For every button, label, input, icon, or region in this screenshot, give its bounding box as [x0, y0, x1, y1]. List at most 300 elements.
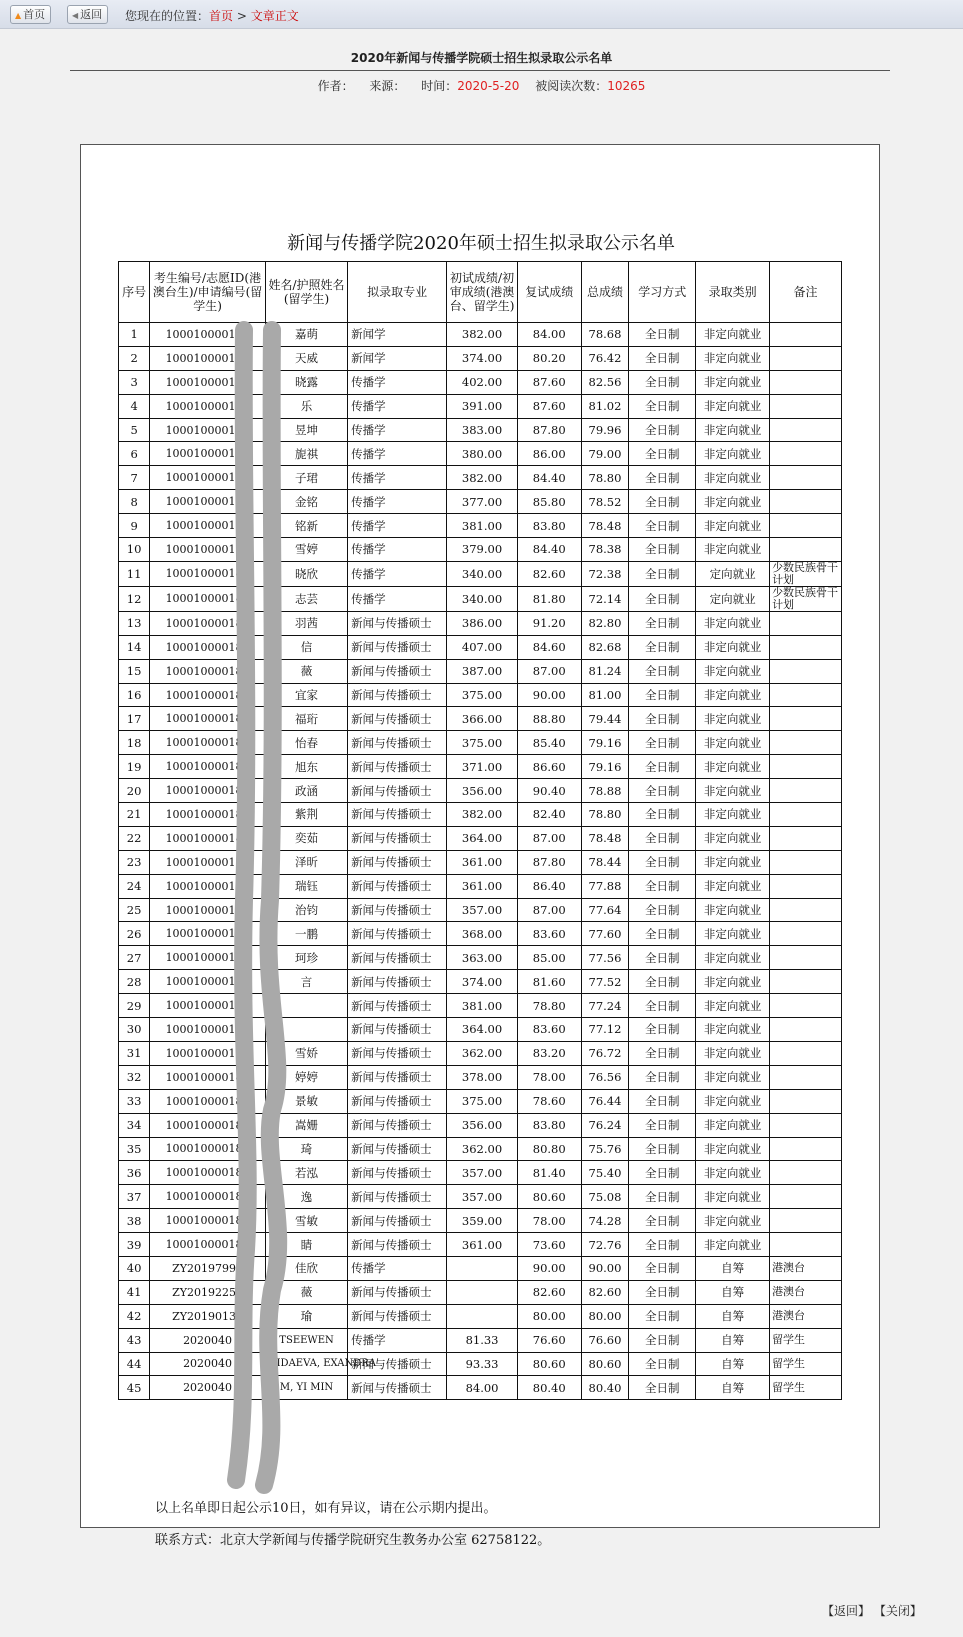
table-row — [119, 1137, 842, 1161]
table-cell: 87.60 — [517, 394, 581, 418]
table-cell: 382.00 — [447, 323, 518, 347]
table-cell: 391.00 — [447, 394, 518, 418]
table-cell: 80.80 — [517, 1137, 581, 1161]
table-cell: 27 — [119, 946, 150, 970]
table-cell: 14 — [119, 635, 150, 659]
table-row — [119, 561, 842, 586]
table-cell: 新闻与传播硕士 — [348, 1041, 447, 1065]
table-cell: 78.00 — [517, 1065, 581, 1089]
table-cell: 4 — [119, 394, 150, 418]
table-cell — [770, 994, 842, 1018]
table-row — [119, 1376, 842, 1400]
table-cell: 75.40 — [581, 1161, 629, 1185]
table-cell — [770, 442, 842, 466]
table-cell: 琦 — [265, 1137, 347, 1161]
table-cell: 全日制 — [629, 707, 696, 731]
table-cell: 77.12 — [581, 1018, 629, 1042]
table-cell: 75.08 — [581, 1185, 629, 1209]
table-row — [119, 803, 842, 827]
column-header: 姓名/护照姓名(留学生) — [265, 262, 347, 323]
table-cell: 74.28 — [581, 1209, 629, 1233]
breadcrumb — [125, 7, 299, 24]
table-cell: 政涵 — [265, 779, 347, 803]
table-cell: 全日制 — [629, 898, 696, 922]
table-cell: 80.60 — [581, 1352, 629, 1376]
table-cell: 100010000180 — [150, 586, 266, 611]
table-cell: 全日制 — [629, 1041, 696, 1065]
table-cell: 100010000180 — [150, 466, 266, 490]
table-cell: 381.00 — [447, 994, 518, 1018]
table-cell: 全日制 — [629, 874, 696, 898]
table-cell: 全日制 — [629, 1209, 696, 1233]
column-header: 备注 — [770, 262, 842, 323]
table-cell: 81.80 — [517, 586, 581, 611]
table-cell: 非定向就业 — [696, 755, 770, 779]
table-cell: 100010000180 — [150, 442, 266, 466]
table-cell — [770, 490, 842, 514]
table-cell: 全日制 — [629, 1256, 696, 1280]
table-cell: 非定向就业 — [696, 394, 770, 418]
table-cell: 83.80 — [517, 514, 581, 538]
table-cell: 402.00 — [447, 370, 518, 394]
table-cell: 32 — [119, 1065, 150, 1089]
table-cell: 全日制 — [629, 1352, 696, 1376]
table-cell: 73.60 — [517, 1233, 581, 1257]
table-cell: 87.00 — [517, 659, 581, 683]
table-cell — [770, 659, 842, 683]
table-cell: 100010000180 — [150, 874, 266, 898]
table-cell: 24 — [119, 874, 150, 898]
table-cell: 全日制 — [629, 1376, 696, 1400]
table-cell: 天威 — [265, 346, 347, 370]
table-cell: 非定向就业 — [696, 1209, 770, 1233]
table-cell: 全日制 — [629, 418, 696, 442]
table-cell: 340.00 — [447, 586, 518, 611]
table-cell: 非定向就业 — [696, 466, 770, 490]
table-cell: 言 — [265, 970, 347, 994]
table-cell: 全日制 — [629, 1304, 696, 1328]
table-cell: 7 — [119, 466, 150, 490]
table-cell — [770, 611, 842, 635]
table-cell: 传播学 — [348, 538, 447, 562]
table-cell: 港澳台 — [770, 1304, 842, 1328]
table-cell: 100010000180 — [150, 779, 266, 803]
table-cell: 薇 — [265, 1280, 347, 1304]
table-cell: 逸 — [265, 1185, 347, 1209]
location-prefix: 您现在的位置： — [125, 9, 210, 23]
table-cell: 88.80 — [517, 707, 581, 731]
table-cell: 100010000180 — [150, 1089, 266, 1113]
table-row — [119, 755, 842, 779]
table-cell: 全日制 — [629, 611, 696, 635]
table-cell: 嵩姗 — [265, 1113, 347, 1137]
table-cell: 100010000181 — [150, 1041, 266, 1065]
table-cell: 40 — [119, 1256, 150, 1280]
table-cell: 72.76 — [581, 1233, 629, 1257]
table-row — [119, 659, 842, 683]
table-cell: 100010000180 — [150, 490, 266, 514]
table-cell — [770, 898, 842, 922]
table-cell: 传播学 — [348, 466, 447, 490]
table-cell: 怡春 — [265, 731, 347, 755]
table-cell: M, YI MIN — [265, 1376, 347, 1400]
table-row — [119, 683, 842, 707]
table-row — [119, 1113, 842, 1137]
table-cell: 旎祺 — [265, 442, 347, 466]
table-cell: 新闻与传播硕士 — [348, 779, 447, 803]
table-cell: 传播学 — [348, 394, 447, 418]
table-cell: 375.00 — [447, 731, 518, 755]
contact-text: 联系方式：北京大学新闻与传播学院研究生教务办公室 62758122。 — [155, 1533, 551, 1548]
table-cell: 睛 — [265, 1233, 347, 1257]
table-cell: 景敏 — [265, 1089, 347, 1113]
table-cell: 357.00 — [447, 1161, 518, 1185]
table-cell: ZY20192256 — [150, 1280, 266, 1304]
table-cell: 新闻与传播硕士 — [348, 1185, 447, 1209]
table-cell: 自筹 — [696, 1304, 770, 1328]
table-row — [119, 946, 842, 970]
table-row — [119, 418, 842, 442]
table-cell: 378.00 — [447, 1065, 518, 1089]
table-cell: 78.38 — [581, 538, 629, 562]
table-cell: 100010000180 — [150, 635, 266, 659]
table-cell: ZY20197993 — [150, 1256, 266, 1280]
table-cell: 84.40 — [517, 538, 581, 562]
table-cell: 一鹏 — [265, 922, 347, 946]
table-cell: 374.00 — [447, 346, 518, 370]
table-cell: 387.00 — [447, 659, 518, 683]
back-button[interactable] — [67, 5, 108, 24]
table-cell: 若泓 — [265, 1161, 347, 1185]
table-row — [119, 1352, 842, 1376]
breadcrumb-current: 文章正文 — [250, 9, 299, 23]
table-cell: 全日制 — [629, 514, 696, 538]
table-cell — [770, 370, 842, 394]
table-cell: 紫荆 — [265, 803, 347, 827]
table-cell: 乐 — [265, 394, 347, 418]
column-header: 拟录取专业 — [348, 262, 447, 323]
table-cell: 8 — [119, 490, 150, 514]
table-cell: 16 — [119, 683, 150, 707]
table-cell: 非定向就业 — [696, 1161, 770, 1185]
table-cell: 新闻与传播硕士 — [348, 946, 447, 970]
article-title: 2020年新闻与传播学院硕士招生拟录取公示名单 — [350, 51, 613, 65]
table-cell: 375.00 — [447, 1089, 518, 1113]
table-cell: 357.00 — [447, 898, 518, 922]
column-header: 复试成绩 — [517, 262, 581, 323]
table-cell — [770, 1113, 842, 1137]
table-cell: 363.00 — [447, 946, 518, 970]
table-cell: 36 — [119, 1161, 150, 1185]
table-row — [119, 346, 842, 370]
table-cell: 全日制 — [629, 1280, 696, 1304]
time-value: 2020-5-20 — [457, 79, 520, 93]
table-row — [119, 1089, 842, 1113]
table-cell: 传播学 — [348, 370, 447, 394]
table-cell: 非定向就业 — [696, 1113, 770, 1137]
table-cell: 44 — [119, 1352, 150, 1376]
table-cell — [770, 514, 842, 538]
table-cell: 386.00 — [447, 611, 518, 635]
table-cell: 传播学 — [348, 1328, 447, 1352]
table-cell: 新闻与传播硕士 — [348, 1018, 447, 1042]
table-cell: 380.00 — [447, 442, 518, 466]
table-cell: 非定向就业 — [696, 370, 770, 394]
table-cell: 非定向就业 — [696, 346, 770, 370]
table-cell: 362.00 — [447, 1137, 518, 1161]
table-row — [119, 538, 842, 562]
table-cell: 15 — [119, 659, 150, 683]
table-row — [119, 370, 842, 394]
table-cell: 全日制 — [629, 970, 696, 994]
table-cell: 28 — [119, 970, 150, 994]
table-cell: 9 — [119, 514, 150, 538]
source-label: 来源： — [369, 79, 406, 93]
table-cell: 25 — [119, 898, 150, 922]
table-cell: 72.38 — [581, 561, 629, 586]
table-cell: 42 — [119, 1304, 150, 1328]
table-cell: 3 — [119, 370, 150, 394]
table-cell: 非定向就业 — [696, 1041, 770, 1065]
table-cell: 定向就业 — [696, 586, 770, 611]
breadcrumb-home-link[interactable]: 首页 — [209, 9, 234, 23]
table-cell: 356.00 — [447, 1113, 518, 1137]
table-cell: 非定向就业 — [696, 611, 770, 635]
table-cell: 356.00 — [447, 779, 518, 803]
table-cell: 铭新 — [265, 514, 347, 538]
table-row — [119, 1018, 842, 1042]
table-cell: 留学生 — [770, 1376, 842, 1400]
table-cell: 新闻与传播硕士 — [348, 731, 447, 755]
table-cell — [770, 1161, 842, 1185]
table-cell: 23 — [119, 850, 150, 874]
table-cell — [447, 1256, 518, 1280]
table-cell: 新闻与传播硕士 — [348, 755, 447, 779]
table-cell: 全日制 — [629, 490, 696, 514]
table-cell: 76.56 — [581, 1065, 629, 1089]
table-cell: 77.88 — [581, 874, 629, 898]
table-row — [119, 1280, 842, 1304]
column-header: 序号 — [119, 262, 150, 323]
table-cell: 77.64 — [581, 898, 629, 922]
table-cell: 81.02 — [581, 394, 629, 418]
views-label: 被阅读次数： — [535, 79, 608, 93]
home-arrow-icon: ▲ — [15, 11, 22, 20]
table-cell: 雪敏 — [265, 1209, 347, 1233]
top-toolbar — [0, 0, 963, 29]
table-cell: 100010000180 — [150, 803, 266, 827]
table-cell: 非定向就业 — [696, 826, 770, 850]
table-cell: 100010000180 — [150, 370, 266, 394]
table-cell: 全日制 — [629, 394, 696, 418]
table-cell: 86.60 — [517, 755, 581, 779]
document-title: 新闻与传播学院2020年硕士招生拟录取公示名单 — [287, 233, 675, 254]
table-cell: 78.88 — [581, 779, 629, 803]
table-cell: 非定向就业 — [696, 946, 770, 970]
footer-close-link[interactable]: 【关闭】 — [873, 1604, 922, 1618]
table-cell: 22 — [119, 826, 150, 850]
table-cell: 新闻与传播硕士 — [348, 1376, 447, 1400]
table-cell: 78.00 — [517, 1209, 581, 1233]
table-cell: 定向就业 — [696, 561, 770, 586]
table-cell: 全日制 — [629, 466, 696, 490]
table-cell: 佳欣 — [265, 1256, 347, 1280]
table-cell: 新闻与传播硕士 — [348, 707, 447, 731]
table-cell: 非定向就业 — [696, 538, 770, 562]
table-cell: 90.00 — [581, 1256, 629, 1280]
table-row — [119, 635, 842, 659]
table-cell: 金铭 — [265, 490, 347, 514]
table-cell: 76.44 — [581, 1089, 629, 1113]
table-cell: 45 — [119, 1376, 150, 1400]
table-cell: 100010000180 — [150, 1233, 266, 1257]
table-cell — [770, 538, 842, 562]
table-cell: 全日制 — [629, 635, 696, 659]
table-cell: 100010000180 — [150, 1209, 266, 1233]
table-cell: 全日制 — [629, 561, 696, 586]
table-cell: 383.00 — [447, 418, 518, 442]
table-cell: 361.00 — [447, 850, 518, 874]
table-cell — [770, 1233, 842, 1257]
table-cell: 5 — [119, 418, 150, 442]
table-cell: 非定向就业 — [696, 1065, 770, 1089]
table-cell: 30 — [119, 1018, 150, 1042]
table-cell: 100010000180 — [150, 394, 266, 418]
table-cell: 传播学 — [348, 561, 447, 586]
footer-back-link[interactable]: 【返回】 — [822, 1604, 871, 1618]
table-cell: 新闻与传播硕士 — [348, 1304, 447, 1328]
table-cell: 非定向就业 — [696, 490, 770, 514]
table-cell: 39 — [119, 1233, 150, 1257]
table-row — [119, 1065, 842, 1089]
table-cell: 379.00 — [447, 538, 518, 562]
table-cell: 34 — [119, 1113, 150, 1137]
table-cell: 81.60 — [517, 970, 581, 994]
table-cell: 瑜 — [265, 1304, 347, 1328]
table-cell: 340.00 — [447, 561, 518, 586]
table-cell: 83.20 — [517, 1041, 581, 1065]
table-cell: 晓露 — [265, 370, 347, 394]
footer-links — [822, 1602, 922, 1619]
table-cell: 77.24 — [581, 994, 629, 1018]
table-cell: 新闻与传播硕士 — [348, 850, 447, 874]
table-cell: 81.24 — [581, 659, 629, 683]
table-cell: 非定向就业 — [696, 323, 770, 347]
table-cell: 41 — [119, 1280, 150, 1304]
table-row — [119, 1209, 842, 1233]
table-cell: 80.60 — [517, 1352, 581, 1376]
table-cell: 全日制 — [629, 1185, 696, 1209]
table-cell: 83.60 — [517, 1018, 581, 1042]
table-cell — [770, 635, 842, 659]
table-row — [119, 323, 842, 347]
table-cell: 100010000180 — [150, 898, 266, 922]
table-cell: 76.42 — [581, 346, 629, 370]
table-row — [119, 922, 842, 946]
table-cell: 79.00 — [581, 442, 629, 466]
table-cell: 新闻学 — [348, 346, 447, 370]
table-cell: 100010000180 — [150, 1185, 266, 1209]
author-label: 作者： — [317, 79, 354, 93]
table-cell: 17 — [119, 707, 150, 731]
table-cell: 87.00 — [517, 826, 581, 850]
table-cell — [770, 346, 842, 370]
column-header: 考生编号/志愿ID(港澳台生)/申请编号(留学生) — [150, 262, 266, 323]
table-cell: 85.00 — [517, 946, 581, 970]
table-cell: 26 — [119, 922, 150, 946]
table-cell — [770, 1089, 842, 1113]
table-cell: 新闻与传播硕士 — [348, 1209, 447, 1233]
table-cell: 非定向就业 — [696, 850, 770, 874]
table-cell: 91.20 — [517, 611, 581, 635]
table-cell: 76.60 — [517, 1328, 581, 1352]
table-cell: 全日制 — [629, 1089, 696, 1113]
table-cell: 78.80 — [581, 466, 629, 490]
table-cell: 全日制 — [629, 1328, 696, 1352]
table-cell: 79.44 — [581, 707, 629, 731]
table-cell: 382.00 — [447, 803, 518, 827]
table-cell: 全日制 — [629, 538, 696, 562]
table-row — [119, 970, 842, 994]
table-cell: 43 — [119, 1328, 150, 1352]
table-cell: 治钧 — [265, 898, 347, 922]
table-row — [119, 779, 842, 803]
table-cell: 80.40 — [517, 1376, 581, 1400]
table-cell: 雪婷 — [265, 538, 347, 562]
table-cell: 78.68 — [581, 323, 629, 347]
table-cell: 87.00 — [517, 898, 581, 922]
home-button[interactable] — [10, 5, 51, 24]
table-row — [119, 1304, 842, 1328]
table-cell: 100010000180 — [150, 922, 266, 946]
breadcrumb-separator: > — [236, 9, 247, 23]
table-cell — [770, 1185, 842, 1209]
table-cell: 传播学 — [348, 490, 447, 514]
table-cell: 非定向就业 — [696, 922, 770, 946]
table-cell: 全日制 — [629, 1065, 696, 1089]
table-cell: 瑞钰 — [265, 874, 347, 898]
table-cell: 新闻与传播硕士 — [348, 635, 447, 659]
table-cell — [770, 1209, 842, 1233]
table-cell: 82.60 — [517, 561, 581, 586]
table-cell: 新闻与传播硕士 — [348, 922, 447, 946]
table-cell: 自筹 — [696, 1352, 770, 1376]
table-cell: 全日制 — [629, 1018, 696, 1042]
table-cell: 82.40 — [517, 803, 581, 827]
table-cell: 10 — [119, 538, 150, 562]
back-button-label: 返回 — [80, 8, 103, 21]
table-cell: 82.80 — [581, 611, 629, 635]
table-cell: 非定向就业 — [696, 635, 770, 659]
table-cell: 非定向就业 — [696, 994, 770, 1018]
table-cell: 自筹 — [696, 1376, 770, 1400]
table-cell: 76.60 — [581, 1328, 629, 1352]
table-cell: 100010000180 — [150, 323, 266, 347]
table-cell: 新闻与传播硕士 — [348, 898, 447, 922]
table-cell — [770, 803, 842, 827]
table-cell: 旭东 — [265, 755, 347, 779]
table-cell: 全日制 — [629, 994, 696, 1018]
table-cell: 全日制 — [629, 922, 696, 946]
back-arrow-icon: ◀ — [72, 11, 79, 20]
table-cell: 奕茹 — [265, 826, 347, 850]
table-cell: 新闻与传播硕士 — [348, 803, 447, 827]
table-cell: 全日制 — [629, 826, 696, 850]
table-cell: 80.20 — [517, 346, 581, 370]
table-cell: 嘉萌 — [265, 323, 347, 347]
table-row — [119, 1161, 842, 1185]
table-cell: 100010000180 — [150, 418, 266, 442]
